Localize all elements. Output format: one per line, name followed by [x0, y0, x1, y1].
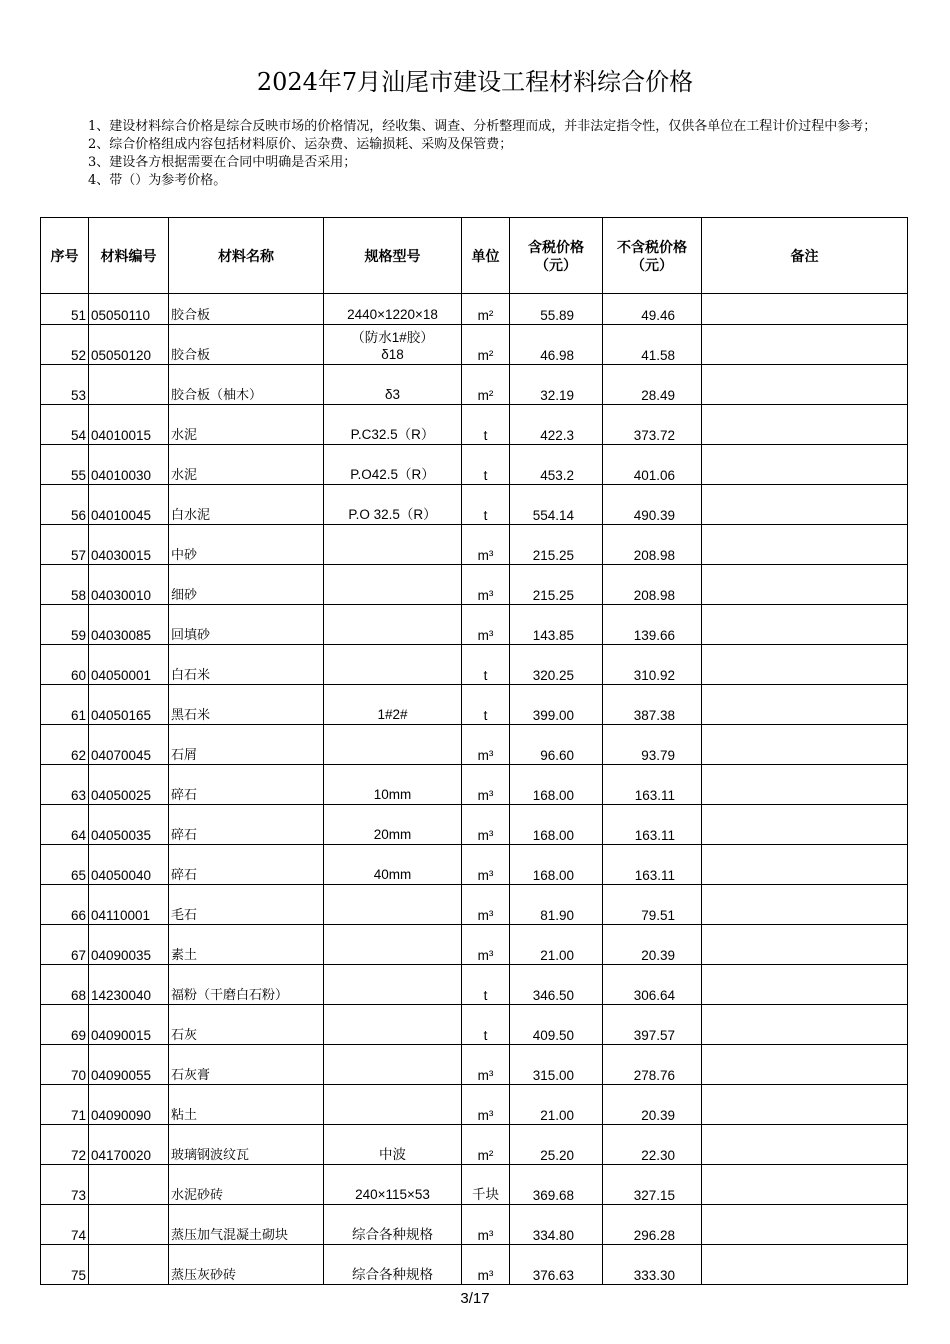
unit-cell: m³ — [462, 1045, 510, 1085]
price-notax-cell: 208.98 — [603, 565, 702, 605]
seq-cell: 74 — [41, 1205, 89, 1245]
price-notax-cell: 387.38 — [603, 685, 702, 725]
remark-cell — [702, 1085, 908, 1125]
spec-cell — [324, 965, 462, 1005]
table-row — [41, 525, 908, 565]
price-tax-cell: 168.00 — [510, 805, 603, 845]
price-notax-cell: 49.46 — [603, 294, 702, 325]
table-row — [41, 485, 908, 525]
code-cell: 04010045 — [89, 485, 169, 525]
name-cell: 毛石 — [169, 885, 324, 925]
seq-cell: 65 — [41, 845, 89, 885]
name-cell: 细砂 — [169, 565, 324, 605]
remark-cell — [702, 685, 908, 725]
spec-cell: 综合各种规格 — [324, 1205, 462, 1245]
remark-cell — [702, 645, 908, 685]
header-name: 材料名称 — [169, 218, 324, 294]
unit-cell: t — [462, 445, 510, 485]
name-cell: 水泥 — [169, 405, 324, 445]
spec-cell — [324, 565, 462, 605]
spec-cell — [324, 645, 462, 685]
price-tax-cell: 21.00 — [510, 925, 603, 965]
seq-cell: 64 — [41, 805, 89, 845]
name-cell: 胶合板 — [169, 325, 324, 365]
code-cell: 04070045 — [89, 725, 169, 765]
table-row — [41, 765, 908, 805]
name-cell: 中砂 — [169, 525, 324, 565]
table-row — [41, 645, 908, 685]
spec-cell: （防水1#胶） δ18 — [324, 325, 462, 365]
price-tax-cell: 32.19 — [510, 365, 603, 405]
name-cell: 胶合板（柚木） — [169, 365, 324, 405]
seq-cell: 63 — [41, 765, 89, 805]
price-notax-cell: 41.58 — [603, 325, 702, 365]
remark-cell — [702, 1125, 908, 1165]
table-row — [41, 405, 908, 445]
price-table — [40, 217, 908, 1285]
name-cell: 胶合板 — [169, 294, 324, 325]
remark-cell — [702, 294, 908, 325]
name-cell: 回填砂 — [169, 605, 324, 645]
table-row — [41, 1125, 908, 1165]
table-row — [41, 445, 908, 485]
price-notax-cell: 163.11 — [603, 845, 702, 885]
name-cell: 石灰膏 — [169, 1045, 324, 1085]
remark-cell — [702, 525, 908, 565]
code-cell: 04030010 — [89, 565, 169, 605]
name-cell: 白石米 — [169, 645, 324, 685]
spec-cell: 40mm — [324, 845, 462, 885]
price-notax-cell: 327.15 — [603, 1165, 702, 1205]
header-unit: 单位 — [462, 218, 510, 294]
seq-cell: 58 — [41, 565, 89, 605]
unit-cell: m³ — [462, 1085, 510, 1125]
code-cell: 04110001 — [89, 885, 169, 925]
seq-cell: 60 — [41, 645, 89, 685]
table-row — [41, 1245, 908, 1285]
spec-cell: 中波 — [324, 1125, 462, 1165]
price-tax-cell: 143.85 — [510, 605, 603, 645]
unit-cell: m³ — [462, 885, 510, 925]
price-tax-cell: 46.98 — [510, 325, 603, 365]
page-title: 2024年7月汕尾市建设工程材料综合价格 — [256, 68, 694, 96]
remark-cell — [702, 605, 908, 645]
table-row — [41, 925, 908, 965]
seq-cell: 71 — [41, 1085, 89, 1125]
price-notax-cell: 296.28 — [603, 1205, 702, 1245]
unit-cell: m³ — [462, 605, 510, 645]
note-1: 1、建设材料综合价格是综合反映市场的价格情况，经收集、调查、分析整理而成，并非法定指令性，仅供各单位在工程计价过程中参考； — [88, 119, 877, 134]
spec-cell: 1#2# — [324, 685, 462, 725]
code-cell: 04050001 — [89, 645, 169, 685]
seq-cell: 61 — [41, 685, 89, 725]
price-tax-cell: 320.25 — [510, 645, 603, 685]
seq-cell: 70 — [41, 1045, 89, 1085]
header-price-tax: 含税价格 （元） — [510, 218, 603, 294]
unit-cell: m² — [462, 325, 510, 365]
remark-cell — [702, 805, 908, 845]
table-row — [41, 1165, 908, 1205]
remark-cell — [702, 445, 908, 485]
header-code: 材料编号 — [89, 218, 169, 294]
seq-cell: 52 — [41, 325, 89, 365]
unit-cell: t — [462, 1005, 510, 1045]
remark-cell — [702, 765, 908, 805]
unit-cell: t — [462, 405, 510, 445]
remark-cell — [702, 965, 908, 1005]
unit-cell: m³ — [462, 805, 510, 845]
name-cell: 碎石 — [169, 805, 324, 845]
remark-cell — [702, 845, 908, 885]
unit-cell: m² — [462, 294, 510, 325]
table-row — [41, 365, 908, 405]
unit-cell: t — [462, 965, 510, 1005]
seq-cell: 53 — [41, 365, 89, 405]
table-row — [41, 885, 908, 925]
name-cell: 蒸压加气混凝土砌块 — [169, 1205, 324, 1245]
price-tax-cell: 168.00 — [510, 845, 603, 885]
price-tax-cell: 215.25 — [510, 525, 603, 565]
table-row — [41, 1005, 908, 1045]
unit-cell: m² — [462, 365, 510, 405]
seq-cell: 72 — [41, 1125, 89, 1165]
page-number: 3/17 — [460, 1290, 490, 1307]
unit-cell: m³ — [462, 845, 510, 885]
remark-cell — [702, 1165, 908, 1205]
price-notax-cell: 163.11 — [603, 805, 702, 845]
unit-cell: 千块 — [462, 1165, 510, 1205]
table-row — [41, 294, 908, 325]
price-notax-cell: 208.98 — [603, 525, 702, 565]
unit-cell: m³ — [462, 925, 510, 965]
seq-cell: 73 — [41, 1165, 89, 1205]
table-row — [41, 605, 908, 645]
price-notax-cell: 401.06 — [603, 445, 702, 485]
price-tax-cell: 346.50 — [510, 965, 603, 1005]
price-tax-cell: 168.00 — [510, 765, 603, 805]
seq-cell: 75 — [41, 1245, 89, 1285]
code-cell: 04090090 — [89, 1085, 169, 1125]
note-4: 4、带（）为参考价格。 — [88, 173, 227, 188]
table-row — [41, 685, 908, 725]
price-tax-cell: 554.14 — [510, 485, 603, 525]
name-cell: 石屑 — [169, 725, 324, 765]
price-tax-cell: 399.00 — [510, 685, 603, 725]
price-notax-cell: 93.79 — [603, 725, 702, 765]
table-row — [41, 325, 908, 365]
code-cell: 04050165 — [89, 685, 169, 725]
spec-cell: 2440×1220×18 — [324, 294, 462, 325]
table-row — [41, 565, 908, 605]
spec-cell — [324, 925, 462, 965]
price-notax-cell: 333.30 — [603, 1245, 702, 1285]
code-cell: 04170020 — [89, 1125, 169, 1165]
name-cell: 碎石 — [169, 845, 324, 885]
seq-cell: 68 — [41, 965, 89, 1005]
spec-cell: P.O 32.5（R） — [324, 485, 462, 525]
price-notax-cell: 22.30 — [603, 1125, 702, 1165]
seq-cell: 56 — [41, 485, 89, 525]
code-cell: 04010030 — [89, 445, 169, 485]
name-cell: 水泥 — [169, 445, 324, 485]
price-tax-cell: 315.00 — [510, 1045, 603, 1085]
name-cell: 蒸压灰砂砖 — [169, 1245, 324, 1285]
seq-cell: 51 — [41, 294, 89, 325]
price-notax-cell: 139.66 — [603, 605, 702, 645]
price-notax-cell: 373.72 — [603, 405, 702, 445]
remark-cell — [702, 1045, 908, 1085]
name-cell: 福粉（干磨白石粉） — [169, 965, 324, 1005]
seq-cell: 57 — [41, 525, 89, 565]
remark-cell — [702, 925, 908, 965]
spec-cell — [324, 725, 462, 765]
code-cell: 04030085 — [89, 605, 169, 645]
unit-cell: m³ — [462, 1245, 510, 1285]
price-notax-cell: 278.76 — [603, 1045, 702, 1085]
unit-cell: m³ — [462, 565, 510, 605]
price-tax-cell: 409.50 — [510, 1005, 603, 1045]
spec-cell: P.C32.5（R） — [324, 405, 462, 445]
remark-cell — [702, 405, 908, 445]
seq-cell: 55 — [41, 445, 89, 485]
price-notax-cell: 20.39 — [603, 1085, 702, 1125]
code-cell: 04010015 — [89, 405, 169, 445]
name-cell: 黑石米 — [169, 685, 324, 725]
unit-cell: t — [462, 685, 510, 725]
table-row — [41, 965, 908, 1005]
code-cell — [89, 1245, 169, 1285]
table-header-row — [41, 218, 908, 294]
remark-cell — [702, 1005, 908, 1045]
name-cell: 素土 — [169, 925, 324, 965]
price-tax-cell: 334.80 — [510, 1205, 603, 1245]
header-remark: 备注 — [702, 218, 908, 294]
code-cell: 05050110 — [89, 294, 169, 325]
unit-cell: m³ — [462, 1205, 510, 1245]
header-seq: 序号 — [41, 218, 89, 294]
spec-cell: 240×115×53 — [324, 1165, 462, 1205]
code-cell: 04050035 — [89, 805, 169, 845]
spec-cell: 综合各种规格 — [324, 1245, 462, 1285]
price-notax-cell: 28.49 — [603, 365, 702, 405]
price-tax-cell: 453.2 — [510, 445, 603, 485]
price-notax-cell: 310.92 — [603, 645, 702, 685]
code-cell — [89, 365, 169, 405]
code-cell: 04050025 — [89, 765, 169, 805]
name-cell: 粘土 — [169, 1085, 324, 1125]
unit-cell: t — [462, 645, 510, 685]
spec-cell: 10mm — [324, 765, 462, 805]
seq-cell: 59 — [41, 605, 89, 645]
remark-cell — [702, 725, 908, 765]
seq-cell: 67 — [41, 925, 89, 965]
price-tax-cell: 369.68 — [510, 1165, 603, 1205]
remark-cell — [702, 885, 908, 925]
name-cell: 碎石 — [169, 765, 324, 805]
note-2: 2、综合价格组成内容包括材料原价、运杂费、运输损耗、采购及保管费； — [88, 137, 513, 152]
spec-cell: δ3 — [324, 365, 462, 405]
seq-cell: 62 — [41, 725, 89, 765]
remark-cell — [702, 485, 908, 525]
header-spec: 规格型号 — [324, 218, 462, 294]
unit-cell: m³ — [462, 765, 510, 805]
code-cell: 04030015 — [89, 525, 169, 565]
table-row — [41, 805, 908, 845]
price-tax-cell: 21.00 — [510, 1085, 603, 1125]
price-notax-cell: 397.57 — [603, 1005, 702, 1045]
price-notax-cell: 306.64 — [603, 965, 702, 1005]
remark-cell — [702, 1245, 908, 1285]
spec-cell — [324, 605, 462, 645]
note-3: 3、建设各方根据需要在合同中明确是否采用； — [88, 155, 357, 170]
code-cell: 04090035 — [89, 925, 169, 965]
spec-cell — [324, 1045, 462, 1085]
remark-cell — [702, 325, 908, 365]
remark-cell — [702, 565, 908, 605]
price-tax-cell: 376.63 — [510, 1245, 603, 1285]
table-row — [41, 845, 908, 885]
seq-cell: 69 — [41, 1005, 89, 1045]
unit-cell: m² — [462, 1125, 510, 1165]
price-tax-cell: 81.90 — [510, 885, 603, 925]
price-notax-cell: 79.51 — [603, 885, 702, 925]
unit-cell: m³ — [462, 525, 510, 565]
price-tax-cell: 25.20 — [510, 1125, 603, 1165]
seq-cell: 54 — [41, 405, 89, 445]
code-cell — [89, 1205, 169, 1245]
remark-cell — [702, 1205, 908, 1245]
code-cell: 04090055 — [89, 1045, 169, 1085]
table-row — [41, 1085, 908, 1125]
remark-cell — [702, 365, 908, 405]
code-cell: 14230040 — [89, 965, 169, 1005]
price-notax-cell: 163.11 — [603, 765, 702, 805]
spec-cell: 20mm — [324, 805, 462, 845]
unit-cell: m³ — [462, 725, 510, 765]
spec-cell — [324, 1005, 462, 1045]
header-price-notax: 不含税价格 （元） — [603, 218, 702, 294]
code-cell: 04090015 — [89, 1005, 169, 1045]
price-tax-cell: 215.25 — [510, 565, 603, 605]
name-cell: 玻璃钢波纹瓦 — [169, 1125, 324, 1165]
notes-block — [88, 118, 878, 190]
name-cell: 白水泥 — [169, 485, 324, 525]
spec-cell — [324, 525, 462, 565]
spec-cell — [324, 1085, 462, 1125]
table-body — [41, 294, 908, 1285]
unit-cell: t — [462, 485, 510, 525]
table-row — [41, 725, 908, 765]
code-cell: 04050040 — [89, 845, 169, 885]
table-row — [41, 1045, 908, 1085]
spec-cell: P.O42.5（R） — [324, 445, 462, 485]
price-notax-cell: 20.39 — [603, 925, 702, 965]
price-notax-cell: 490.39 — [603, 485, 702, 525]
name-cell: 水泥砂砖 — [169, 1165, 324, 1205]
price-tax-cell: 422.3 — [510, 405, 603, 445]
spec-cell — [324, 885, 462, 925]
name-cell: 石灰 — [169, 1005, 324, 1045]
seq-cell: 66 — [41, 885, 89, 925]
table-row — [41, 1205, 908, 1245]
price-tax-cell: 55.89 — [510, 294, 603, 325]
code-cell — [89, 1165, 169, 1205]
code-cell: 05050120 — [89, 325, 169, 365]
price-tax-cell: 96.60 — [510, 725, 603, 765]
